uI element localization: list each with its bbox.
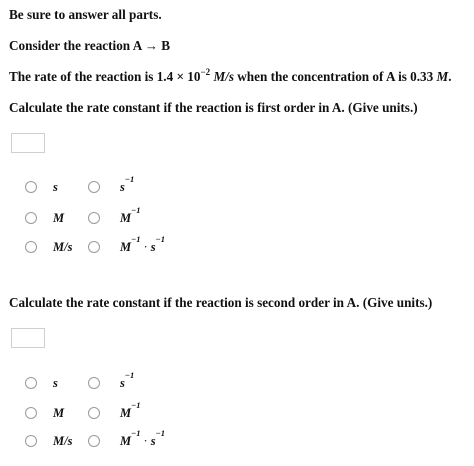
q2-radio-s-inverse[interactable] xyxy=(88,377,100,389)
reaction-text: Consider the reaction A → B xyxy=(9,38,171,53)
instruction-text: Be sure to answer all parts. xyxy=(9,7,162,22)
q1-Ms-exp2: −1 xyxy=(155,233,165,244)
q1-option-M-per-s: M/s xyxy=(53,240,73,254)
q2-option-s-inverse xyxy=(120,369,135,390)
q1-radio-M-inverse[interactable] xyxy=(88,212,100,224)
q1-radio-M-inv-s-inv[interactable] xyxy=(88,241,100,253)
q1-option-M-inv-s-inv xyxy=(120,233,165,254)
rate-unit: M/s xyxy=(213,69,234,84)
q2-option-M: M xyxy=(53,406,65,420)
statement-part2: when the concentration of A is 0.33 xyxy=(233,69,437,84)
q2-option-M-per-s: M/s xyxy=(53,434,73,448)
q1-s-inv-exp: −1 xyxy=(124,173,135,184)
q2-s-inv-exp: −1 xyxy=(124,369,135,380)
q2-radio-M[interactable] xyxy=(25,407,37,419)
question-2-answer-input[interactable] xyxy=(11,328,45,348)
q1-Ms-base2: s xyxy=(150,240,156,254)
q2-M-inv-base: M xyxy=(120,406,132,420)
q2-option-s: s xyxy=(53,376,58,390)
q1-M-inv-exp: −1 xyxy=(131,204,141,215)
q2-Ms-base1: M xyxy=(120,434,132,448)
question-1-answer-input[interactable] xyxy=(11,133,45,153)
q1-Ms-exp1: −1 xyxy=(131,233,141,244)
q1-Ms-base1: M xyxy=(120,240,132,254)
q1-option-M: M xyxy=(53,211,65,225)
statement-exponent: −2 xyxy=(200,66,211,77)
q1-radio-s-inverse[interactable] xyxy=(88,181,100,193)
q1-option-s: s xyxy=(53,180,58,194)
question-1-prompt: Calculate the rate constant if the reaction is first order in A. (Give units.) xyxy=(9,100,418,115)
q2-radio-s[interactable] xyxy=(25,377,37,389)
conc-unit: M xyxy=(436,69,449,84)
q1-s-inv-base: s xyxy=(120,180,125,194)
q1-radio-s[interactable] xyxy=(25,181,37,193)
q1-Ms-dot: · xyxy=(143,240,148,254)
q2-Ms-dot: · xyxy=(143,434,148,448)
q2-Ms-base2: s xyxy=(150,434,156,448)
q1-radio-M[interactable] xyxy=(25,212,37,224)
q2-Ms-exp1: −1 xyxy=(131,427,141,438)
q1-M-inv-base: M xyxy=(120,211,132,225)
q1-option-s-inverse xyxy=(120,173,135,194)
statement-end: . xyxy=(448,69,452,84)
q2-option-M-inverse xyxy=(120,399,141,420)
statement-part1: The rate of the reaction is 1.4 × 10 xyxy=(9,69,201,84)
q1-radio-M-per-s[interactable] xyxy=(25,241,37,253)
rate-statement xyxy=(9,66,452,85)
q1-option-M-inverse xyxy=(120,204,141,225)
question-2-prompt: Calculate the rate constant if the reaction is second order in A. (Give units.) xyxy=(9,295,433,310)
q2-Ms-exp2: −1 xyxy=(155,427,165,438)
q2-radio-M-inv-s-inv[interactable] xyxy=(88,435,100,447)
q2-option-M-inv-s-inv xyxy=(120,427,165,448)
q2-radio-M-inverse[interactable] xyxy=(88,407,100,419)
q2-M-inv-exp: −1 xyxy=(131,399,141,410)
q2-radio-M-per-s[interactable] xyxy=(25,435,37,447)
q2-s-inv-base: s xyxy=(120,376,125,390)
